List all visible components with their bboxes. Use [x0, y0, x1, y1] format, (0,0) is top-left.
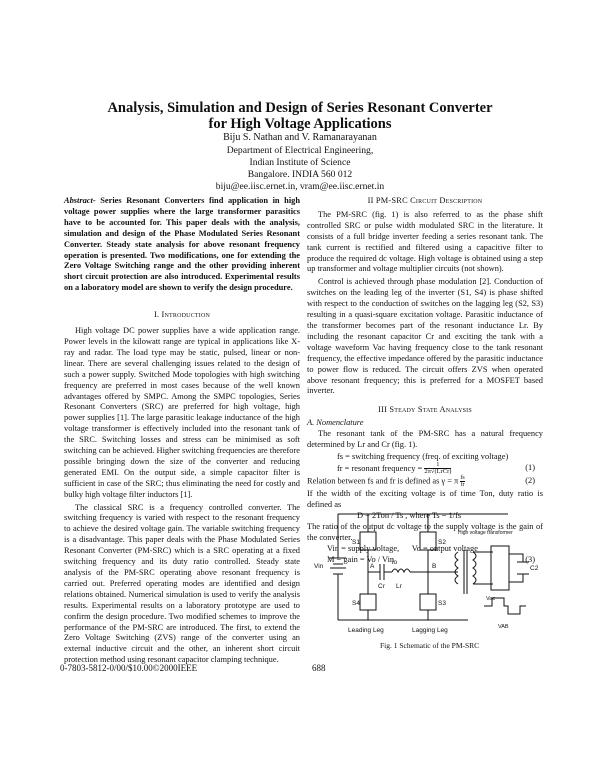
equation-fr-numerator: 1: [424, 462, 451, 470]
equation-gain: M = gain = Vo / Vin: [327, 554, 395, 564]
label-lagging-leg: Lagging Leg: [412, 627, 448, 634]
equation-2: [307, 475, 543, 488]
label-vac: Vac: [486, 596, 496, 602]
gain-definition-text: The ratio of the output dc voltage to the supply voltage is the gain of the converter.: [307, 521, 543, 542]
label-s2: S2: [438, 539, 446, 546]
equation-fr-fraction: [424, 462, 451, 476]
equation-fs: fs = switching frequency (freq. of exciting voltage): [337, 451, 509, 461]
switch-s3: [420, 594, 436, 610]
paper-title-line2: for High Voltage Applications: [208, 116, 392, 132]
equation-number-1: (1): [525, 462, 535, 472]
label-node-a: A: [370, 563, 375, 570]
output-wires: [509, 554, 523, 582]
equation-duty: D = 2Ton / Ts , where Ts = 1/fs: [357, 510, 462, 520]
abstract-label: Abstract-: [64, 196, 96, 205]
rectifier-bridge: [491, 546, 509, 590]
label-cr: Cr: [378, 583, 385, 590]
transformer-primary: [455, 552, 458, 584]
section-heading-introduction: I. Introduction: [153, 310, 211, 320]
abstract-text: Series Resonant Converters find application in high voltage power supplies where the large transformer parasitics have to be accounted for. This paper deals with the analysis, simulation and design of the Phase Modulated Series Resonant Converter. Steady state analysis for above resonant frequency operation is presented. Two modifications, one for extending the Zero Voltage Switching range and the other providing inherent short circuit protection are also introduced. Experimental results on a laboratory model are shown to verify the design procedure.: [64, 196, 301, 293]
duty-definition-text: If the width of the exciting voltage is of time Ton, duty ratio is defined as: [307, 488, 543, 509]
transformer-core: [464, 550, 467, 594]
author-emails: biju@ee.iisc.ernet.in, vram@ee.iisc.ernet.in: [215, 181, 385, 192]
vin-definition: Vin = supply voltage,: [327, 543, 400, 553]
equation-number-3: (3): [525, 554, 535, 564]
equation-number-2: (2): [525, 475, 535, 485]
vo-definition: Vo = output voltage: [411, 543, 478, 553]
equation-relation-fraction: [460, 475, 464, 488]
switch-s2: [420, 532, 436, 550]
authors: Biju S. Nathan and V. Ramanarayanan: [223, 132, 377, 143]
label-s4: S4: [352, 600, 360, 607]
affiliation-dept: Department of Electrical Engineering,: [226, 145, 374, 156]
section2-paragraph-1: The PM-SRC (fig. 1) is also referred to as the phase shift controlled SRC or pulse width modulated SRC in the literature. It consists of a full bridge inverter feeding a series resonant tank. The tank current is rectified and filtered using a capacitive filter to produce the required dc voltage. High voltage is obtained using a step up transformer and voltage multiplier circuits (not shown).: [307, 209, 543, 274]
relation-numerator: fs: [460, 474, 465, 481]
label-vab: VAB: [498, 624, 509, 630]
relation-denominator: fr: [460, 481, 465, 488]
equation-fr-denominator: 2π√(LrCr): [424, 468, 452, 476]
figure-1-schematic: [308, 502, 544, 640]
inductor-lr: [392, 569, 410, 572]
label-c2: C2: [530, 565, 539, 572]
abstract: [64, 196, 300, 294]
intro-paragraph-1: High voltage DC power supplies have a wide application range. Power levels in the kilowatt range are typical in applications like X-ray and radar. The load type may be static, pulsed, linear or non-linear. There are several challenging issues related to the design of such a power supply. Switched Mode topologies with high switching frequency are preferred in most cases because of the well known advantages offered by SMPC. Among the SMPC topologies, Series Resonant Converters (SRC) are preferred for high voltage, high power supplies [1]. The large parasitic leakage inductance of the high voltage transformer is effectively included into the resonant tank of the SRC. Switching losses and stress can be minimised as soft switching can be achieved. Higher switching frequencies are therefore possible bringing down the size of the converter and reducing generated EMI. On the output side, a simple capacitor filter is sufficient in case of the SRC; thus eliminating the need for costly and bulky high voltage filter inductors [1].: [64, 326, 300, 499]
capacitor-c2: [517, 562, 529, 574]
left-column: [64, 196, 300, 666]
label-hv-transformer: High voltage transformer: [458, 530, 513, 536]
supply-battery: [330, 558, 346, 574]
paper-title-line1: Analysis, Simulation and Design of Series Resonant Converter: [107, 100, 493, 116]
section2-paragraph-2: Control is achieved through phase modulation [2]. Conduction of switches on the leading leg of the inverter (S1, S4) is phase shifted with respect to the conduction of switches on the lagging leg (S2, S3) resulting in a quasi-square excitation voltage. Parasitic inductance of the transformer becomes part of the resonant inductance Lr. By including the resonant capacitor Cr and exciting the tank with a voltage waveform Vac having frequency close to the tank resonant frequency, the effective impedance offered by the parasitic inductance to power flow is reduced. The circuit offers ZVS when operated above resonant frequency; this is preferred for a MOSFET based inverter.: [307, 277, 543, 396]
section-heading-steady-state: III Steady State Analysis: [378, 405, 472, 415]
switch-s1: [360, 532, 376, 550]
footer-copyright: 0-7803-5812-0/00/$10.00©2000IEEE: [60, 663, 198, 673]
capacitor-cr: [380, 564, 384, 580]
intro-paragraph-2: The classical SRC is a frequency controlled converter. The switching frequency is varied with respect to the resonant frequency to achieve the desired voltage gain. The variable switching frequency is a disadvantage. This paper deals with the Phase Modulated Series Resonant Converter (PM-SRC) which is a SRC operating at a fixed switching frequency and its duty ratio controlled. Steady state analysis of the PM-SRC operating above resonant frequency is carried out. Preferred operating modes are identified and design relations obtained. Numerical simulation is used to verify the analysis results. Experimental results on a laboratory prototype are used to confirm the design procedure. Two modified schemes to improve the performance of the PM-SRC are introduced. The first, to extend the Zero Voltage Switching (ZVS) range of the converter using an external inductive circuit and the other, an inherent short circuit protection method using resonant capacitor clamping technique.: [64, 502, 300, 665]
affiliation-address: Bangalore. INDIA 560 012: [247, 169, 353, 180]
transformer-secondary: [473, 552, 476, 584]
equation-relation-text: Relation between fs and fr is defined as γ = π: [307, 476, 459, 486]
label-s1: S1: [352, 539, 360, 546]
page-number: 688: [312, 663, 326, 673]
section-heading-circuit: II PM-SRC Circuit Description: [367, 196, 483, 205]
label-s3: S3: [438, 600, 446, 607]
label-leading-leg: Leading Leg: [348, 627, 384, 634]
equation-fr-left: fr = resonant frequency =: [337, 463, 423, 473]
subheading-nomenclature: A. Nomenclature: [307, 418, 364, 428]
affiliation-institute: Indian Institute of Science: [249, 157, 351, 168]
label-lr: Lr: [396, 583, 402, 590]
equation-1: [307, 462, 543, 475]
switch-s4: [360, 594, 376, 610]
label-node-b: B: [432, 563, 437, 570]
section3-paragraph-1: The resonant tank of the PM-SRC has a natural frequency determined by Lr and Cr (fig. 1).: [307, 429, 543, 450]
label-vin: Vin: [314, 563, 324, 570]
figure-1-caption: Fig. 1 Schematic of the PM-SRC: [380, 641, 480, 650]
label-io: io: [392, 559, 398, 566]
